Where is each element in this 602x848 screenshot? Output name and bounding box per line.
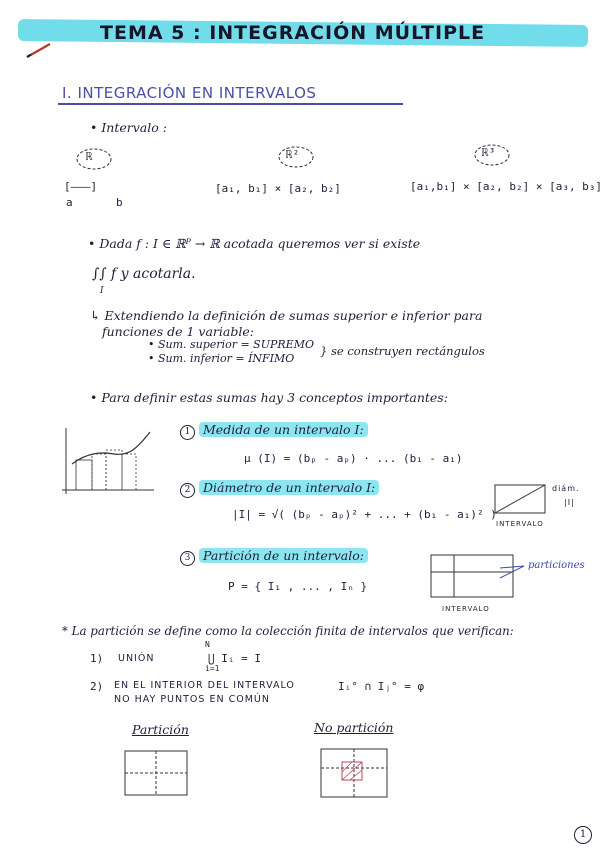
rule-2-number: 2)	[90, 680, 104, 693]
rule-1-formula: ⋃ Iᵢ = I	[208, 652, 261, 665]
concept-2-formula: |I| = √( (bₚ - aₚ)² + ... + (b₁ - a₁)² )	[232, 508, 497, 521]
rule-2-label-a: EN EL INTERIOR DEL INTERVALO	[114, 680, 295, 691]
rule-1-number: 1)	[90, 652, 104, 665]
example-partition-diagram	[124, 750, 190, 798]
rule-2-formula: Iᵢ° ∩ Iⱼ° = φ	[338, 680, 425, 693]
concept-1-number: 1	[180, 425, 195, 440]
cloud-r1	[74, 146, 114, 172]
concept-2-title	[180, 480, 379, 498]
section-heading: I. INTEGRACIÓN EN INTERVALOS	[62, 84, 317, 102]
diameter-caption: INTERVALO	[496, 520, 544, 528]
concept-2-number: 2	[180, 483, 195, 498]
space-r1: ℝ	[86, 150, 93, 163]
space-r3: ℝ³	[482, 146, 496, 159]
definition-line1: • Dada f : I ∈ ℝᴾ → ℝ acotada queremos ver si existe	[88, 236, 421, 251]
rule-1-top: N	[205, 640, 210, 649]
section-underline	[58, 103, 403, 105]
sum-superior: • Sum. superior = SUPREMO	[148, 338, 314, 351]
partition-intro: * La partición se define como la colección finita de intervalos que verifican:	[62, 624, 514, 638]
riemann-sum-graph	[58, 424, 158, 504]
interval-r3: [a₁,b₁] × [a₂, b₂] × [a₃, b₃]	[410, 180, 602, 193]
partition-caption: INTERVALO	[442, 605, 490, 613]
page-title: TEMA 5 : INTEGRACIÓN MÚLTIPLE	[100, 22, 486, 44]
concept-1-text: Medida de un intervalo I:	[199, 422, 368, 437]
concepts-intro: • Para definir estas sumas hay 3 conceptos importantes:	[90, 390, 448, 405]
interval-r2: [a₁, b₁] × [a₂, b₂]	[215, 182, 341, 195]
concept-3-text: Partición de un intervalo:	[199, 548, 368, 563]
example-partition-label: Partición	[132, 722, 189, 737]
rule-1-label: UNIÓN	[118, 653, 155, 664]
interval-r1-a: a	[66, 196, 73, 209]
diameter-diagram	[494, 484, 550, 516]
rule-2-label-b: NO HAY PUNTOS EN COMÚN	[114, 694, 270, 705]
example-no-partition-diagram	[320, 748, 390, 800]
interval-label: • Intervalo :	[90, 120, 167, 135]
interval-r1-b: b	[116, 196, 123, 209]
space-r2: ℝ²	[286, 148, 300, 161]
partition-label: particiones	[528, 560, 585, 571]
interval-r1: [———]	[64, 180, 98, 193]
concept-3-title	[180, 548, 368, 566]
definition-line3: funciones de 1 variable:	[102, 324, 254, 339]
sum-note: } se construyen rectángulos	[320, 344, 485, 358]
concept-3-formula: P = { I₁ , ... , Iₙ }	[228, 580, 368, 593]
diameter-abs: |I|	[564, 498, 575, 507]
concept-1-title	[180, 422, 368, 440]
concept-3-number: 3	[180, 551, 195, 566]
pencil-icon	[24, 40, 54, 60]
definition-integral-sub: I	[100, 286, 104, 296]
sum-inferior: • Sum. inferior = ÍNFIMO	[148, 352, 295, 365]
definition-integral: ∫∫ f y acotarla.	[92, 266, 196, 282]
concept-2-text: Diámetro de un intervalo I:	[199, 480, 379, 495]
partition-arrows	[498, 556, 528, 586]
diameter-label: diám.	[552, 484, 580, 493]
concept-1-formula: μ (I) = (bₚ - aₚ) · ... (b₁ - a₁)	[244, 452, 463, 465]
example-no-partition-label: No partición	[314, 720, 394, 735]
rule-1-bottom: i=1	[205, 664, 220, 673]
page-number: 1	[574, 826, 592, 844]
definition-line2: ↳ Extendiendo la definición de sumas superior e inferior para	[90, 308, 483, 323]
